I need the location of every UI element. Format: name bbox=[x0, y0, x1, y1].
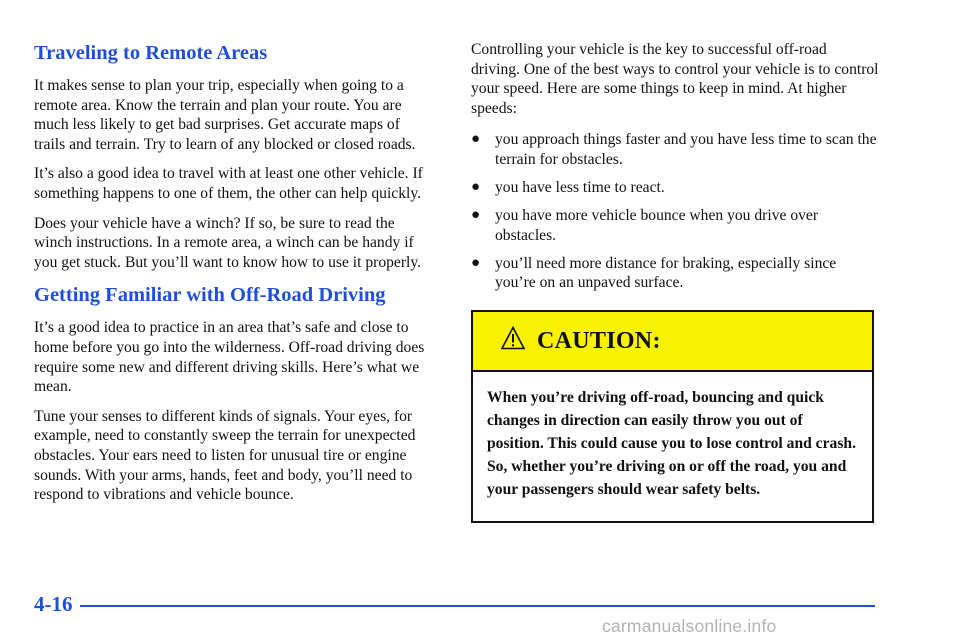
heading-getting-familiar-off-road: Getting Familiar with Off-Road Driving bbox=[34, 284, 386, 307]
paragraph-controlling-vehicle: Controlling your vehicle is the key to successful off-road driving. One of the best ways to control your vehicle is to control your speed. Here are some things to keep in mind. At higher speeds: bbox=[471, 41, 879, 117]
page-number: 4-16 bbox=[34, 592, 73, 616]
paragraph-practice: It’s a good idea to practice in an area that’s safe and close to home before you go into the wilderness. Off-road driving does require some new and different driving skills. Here’s what we mean. bbox=[34, 319, 425, 396]
bullet-icon: ● bbox=[471, 179, 481, 196]
list-item-text: you have more vehicle bounce when you drive over obstacles. bbox=[495, 207, 819, 244]
footer-divider bbox=[80, 605, 875, 607]
list-item-text: you have less time to react. bbox=[495, 179, 665, 197]
speed-bullet-list bbox=[471, 130, 879, 293]
paragraph-travel-with-other-vehicle: It’s also a good idea to travel with at least one other vehicle. If something happens to one of them, the other can help quickly. bbox=[34, 165, 423, 202]
bullet-icon: ● bbox=[471, 207, 481, 224]
warning-triangle-icon bbox=[501, 326, 525, 355]
list-item bbox=[471, 178, 879, 198]
right-column bbox=[471, 40, 879, 302]
heading-traveling-remote-areas: Traveling to Remote Areas bbox=[34, 42, 268, 64]
paragraph-plan-trip: It makes sense to plan your trip, especially when going to a remote area. Know the terrain and plan your route. You are much less likely to get bad surprises. Get accurate maps of trails and terrain. Try to learn of any blocked or closed roads. bbox=[34, 77, 416, 153]
list-item-text: you’ll need more distance for braking, especially since you’re on an unpaved surface. bbox=[495, 254, 837, 292]
list-item-text: you approach things faster and you have less time to scan the terrain for obstacles. bbox=[495, 131, 877, 168]
watermark-text: carmanualsonline.info bbox=[602, 616, 777, 636]
caution-box bbox=[471, 310, 874, 523]
caution-text: When you’re driving off-road, bouncing and quick changes in direction can easily throw you out of position. This could cause you to lose control and crash. So, whether you’re driving on or off the road, you and your passengers should wear safety belts. bbox=[487, 389, 856, 498]
bullet-icon: ● bbox=[471, 131, 481, 148]
bullet-icon: ● bbox=[471, 254, 481, 271]
list-item bbox=[471, 254, 879, 293]
left-column bbox=[34, 40, 434, 515]
paragraph-winch: Does your vehicle have a winch? If so, be sure to read the winch instructions. In a remote area, a winch can be handy if you get stuck. But you’ll want to know how to use it properly. bbox=[34, 214, 422, 271]
paragraph-tune-senses: Tune your senses to different kinds of signals. Your eyes, for example, need to constantly sweep the terrain for unexpected obstacles. Your ears need to listen for unusual tire or engine sounds. With your arms, hands, feet and body, you’ll need to respond to vibrations and vehicle bounce. bbox=[34, 407, 416, 504]
list-item bbox=[471, 206, 879, 245]
caution-title: CAUTION: bbox=[537, 328, 661, 354]
list-item bbox=[471, 130, 879, 169]
caution-header bbox=[473, 312, 872, 372]
